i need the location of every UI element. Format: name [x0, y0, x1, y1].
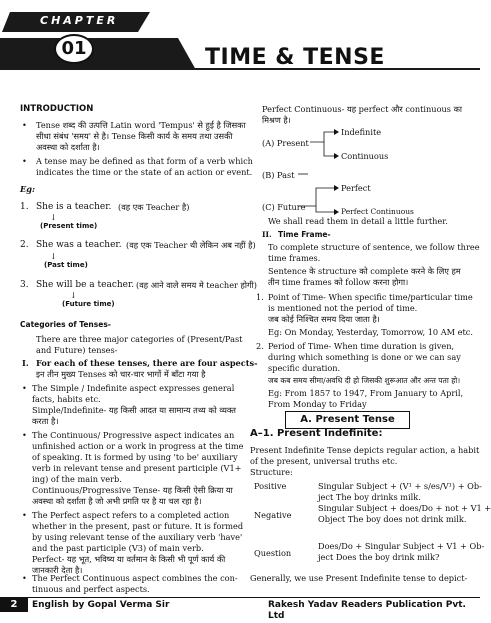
structure-line: Singular Subject + does/Do + not + V1 +: [318, 503, 491, 513]
para-line: tinuous and perfect aspects.: [32, 584, 150, 594]
section-heading: Categories of Tenses-: [20, 320, 111, 329]
down-arrow-icon: ↓: [70, 290, 77, 300]
ex-number: 3.: [20, 280, 29, 290]
structure-line: ject The boy drinks milk.: [318, 492, 421, 502]
para-line: time frames.: [268, 253, 321, 263]
page-title: TIME & TENSE: [205, 45, 385, 70]
para-line: Generally, we use Present Indefinite tense to depict-: [250, 573, 468, 583]
para-line: of speaking. It is formed by using 'to be' auxiliary: [32, 452, 238, 462]
para-line: of the present, universal truths etc.: [250, 456, 398, 466]
para-line: Perfect Continuous- यह perfect और continuous का: [262, 104, 462, 114]
diagram-node: Continuous: [341, 151, 389, 161]
para-line: and Future) tenses-: [36, 345, 118, 355]
para-line: specific duration.: [268, 363, 341, 373]
para-line: Perfect- यह भूत, भविष्य या वर्तमान के किसी भी पूर्ण कार्य की: [32, 554, 226, 564]
para-line: The Continuous/ Progressive aspect indicates an: [32, 430, 235, 440]
para-line: A tense may be defined as that form of a verb which: [36, 156, 253, 166]
para-line: by using relevant tense of the auxiliary verb 'have': [32, 532, 243, 542]
bullet: •: [22, 430, 27, 440]
bullet: •: [22, 120, 27, 130]
para-line: is mentioned not the period of time.: [268, 303, 418, 313]
para-line: जब कोई निश्चित समय दिया जाता है।: [268, 314, 380, 324]
structure-line: Singular Subject + (V¹ + s/es/V¹) + Ob-: [318, 481, 482, 491]
structure-line: ject Does the boy drink milk?: [318, 552, 440, 562]
para-line: There are three major categories of (Present/Past: [36, 334, 243, 344]
para-line: अवस्था को दर्शाता है जो अभी प्रगति पर है या चल रहा है।: [32, 496, 202, 506]
section-heading: Time Frame-: [278, 230, 331, 239]
example-sentence: She was a teacher.: [36, 240, 122, 250]
diagram-node: Perfect: [341, 183, 371, 193]
para-line: Period of Time- When time duration is given,: [268, 341, 455, 351]
para-line: indicates the time or the state of an action or event.: [36, 167, 253, 177]
para-line: इन तीन मुख्य Tenses को चार-चार भागों में बाँटा गया है: [36, 369, 206, 379]
intro-heading: INTRODUCTION: [20, 104, 94, 114]
bullet: •: [22, 156, 27, 166]
roman-numeral: II.: [262, 230, 272, 239]
subsection-heading: A–1. Present Indefinite:: [250, 428, 383, 439]
para-line: तीन time frames को follow करना होगा।: [268, 277, 409, 287]
para-line: during which something is done or we can say: [268, 352, 461, 362]
para-line: For each of these tenses, there are four aspects-: [36, 358, 258, 368]
para-line: The Perfect Continuous aspect combines the con-: [32, 573, 238, 583]
down-arrow-icon: ↓: [50, 251, 57, 261]
ex-number: 1.: [20, 202, 29, 212]
down-arrow-icon: ↓: [50, 212, 57, 222]
structure-line: Object The boy does not drink milk.: [318, 514, 467, 524]
para-line: The Simple / Indefinite aspect expresses general: [32, 383, 235, 393]
diagram-node: Indefinite: [341, 127, 382, 137]
example-hindi: (वह एक Teacher है): [118, 202, 190, 212]
para-line: ing) of the main verb.: [32, 474, 122, 484]
bullet: •: [22, 383, 27, 393]
para-line: and the past participle (V3) of main verb.: [32, 543, 204, 553]
chapter-number: 01: [54, 34, 94, 64]
time-tag: (Past time): [44, 261, 88, 269]
example-hindi: (वह आने वाले समय मे teacher होगी): [136, 280, 257, 290]
eg-label: Eg:: [20, 184, 35, 194]
list-number: 2.: [256, 341, 264, 351]
para-line: Structure:: [250, 467, 293, 477]
para-line: Eg: From 1857 to 1947, From January to April,: [268, 388, 464, 398]
time-tag: (Present time): [40, 222, 98, 230]
page-number: 2: [0, 598, 28, 612]
para-line: facts, habits etc.: [32, 394, 101, 404]
para-line: Point of Time- When specific time/particular time: [268, 292, 473, 302]
example-sentence: She is a teacher.: [36, 202, 112, 212]
list-number: 1.: [256, 292, 264, 302]
para-line: Tense शब्द की उत्पत्ति Latin word 'Tempus' से हुई है जिसका: [36, 120, 246, 130]
example-sentence: She will be a teacher.: [36, 280, 135, 290]
chapter-label: CHAPTER: [40, 14, 119, 27]
para-line: Continuous/Progressive Tense- यह किसी ऐसी क्रिया या: [32, 485, 233, 495]
para-line: Simple/Indefinite- यह किसी आदत या सामान्य तथ्य को व्यक्त: [32, 405, 236, 415]
para-line: करता है।: [32, 416, 59, 426]
footer-author: English by Gopal Verma Sir: [32, 600, 170, 610]
para-line: We shall read them in detail a little further.: [268, 216, 448, 226]
bullet: •: [22, 510, 27, 520]
para-line: Present Indefinite Tense depicts regular action, a habit: [250, 445, 480, 455]
diagram-node: Perfect Continuous: [341, 207, 414, 216]
para-line: जब कब समय सीमा/अवधि दी हो जिसकी शुरूआत और अन्त पता हो।: [268, 376, 461, 385]
section-box-present-tense: A. Present Tense: [285, 411, 410, 429]
diagram-label: (A) Present: [262, 138, 309, 148]
para-line: सीधा संबंध 'समय' से है। Tense किसी कार्य के समय तथा उसकी: [36, 131, 233, 141]
time-tag: (Future time): [62, 300, 115, 308]
structure-label: Negative: [254, 510, 292, 520]
diagram-label: (B) Past: [262, 170, 295, 180]
para-line: Eg: On Monday, Yesterday, Tomorrow, 10 AM etc.: [268, 327, 473, 337]
para-line: To complete structure of sentence, we follow three: [268, 242, 480, 252]
para-line: unfinished action or a work in progress at the time: [32, 441, 244, 451]
para-line: मिश्रण है।: [262, 115, 291, 125]
para-line: verb in relevant tense and present participle (V1+: [32, 463, 242, 473]
para-line: Sentence के structure को complete करने के लिए हम: [268, 266, 461, 276]
para-line: From Monday to Friday: [268, 399, 367, 409]
structure-label: Question: [254, 548, 292, 558]
para-line: whether in the present, past or future. It is formed: [32, 521, 244, 531]
example-hindi: (वह एक Teacher थी लेकिन अब नहीं है): [126, 240, 256, 250]
roman-numeral: I.: [22, 358, 29, 368]
structure-label: Positive: [254, 481, 287, 491]
diagram-label: (C) Future: [262, 202, 306, 212]
para-line: The Perfect aspect refers to a completed action: [32, 510, 230, 520]
structure-line: Does/Do + Singular Subject + V1 + Ob-: [318, 541, 485, 551]
para-line: अवस्था को दर्शाता है।: [36, 142, 100, 152]
para-line: जानकारी देता है।: [32, 565, 83, 575]
footer-publisher: Rakesh Yadav Readers Publication Pvt. Ltd: [268, 600, 466, 622]
ex-number: 2.: [20, 240, 29, 250]
bullet: •: [22, 573, 27, 583]
